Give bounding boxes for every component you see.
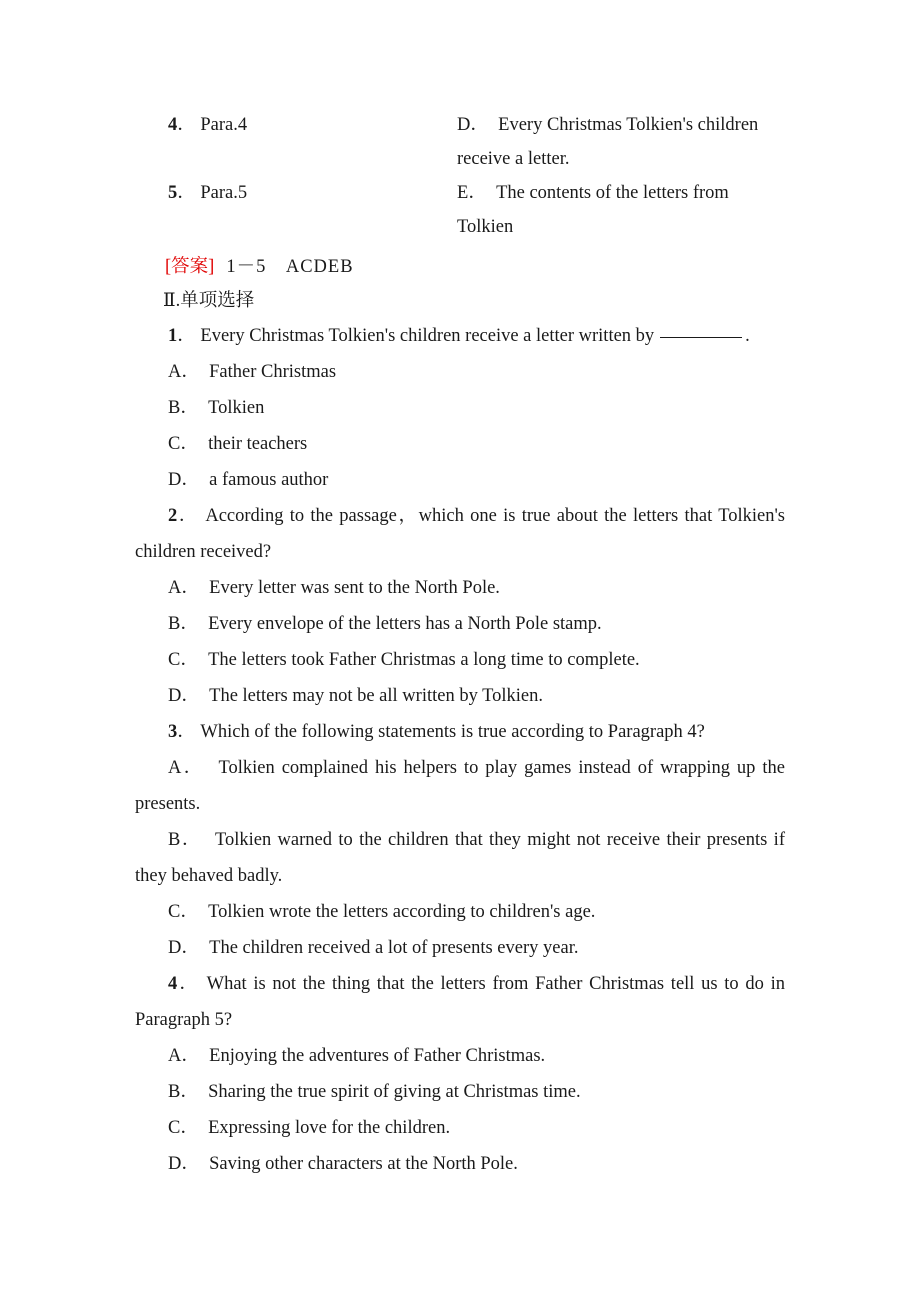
matching-right-text-continued: Tolkien [457,217,514,237]
option-text: Sharing the true spirit of giving at Christmas time. [208,1082,581,1102]
option-item[interactable] [135,930,785,966]
question-separator: ． [177,326,196,346]
option-separator: ． [181,470,200,490]
answer-blank[interactable] [660,337,742,338]
option-text: Tolkien [208,398,265,418]
question-stem [135,966,785,1038]
answer-tag: [答案] [165,257,215,277]
option-letter: B [168,830,181,850]
matching-right-letter: D [457,115,471,135]
option-item[interactable] [135,570,785,606]
option-separator: ． [180,398,199,418]
section-heading: Ⅱ.单项选择 [163,291,255,311]
option-letter: A [168,578,182,598]
option-text: Every envelope of the letters has a North Pole stamp. [208,614,602,634]
matching-left-separator: ． [177,115,196,135]
matching-left-item [168,108,448,142]
option-text: their teachers [208,434,308,454]
question-separator: ． [177,722,196,742]
question-separator: ． [177,974,200,994]
option-text: Every letter was sent to the North Pole. [209,578,500,598]
option-text: a famous author [209,470,329,490]
option-text: Tolkien complained his helpers to play games instead of wrapping up the presents. [135,758,785,814]
option-separator: ． [181,578,200,598]
answer-line [135,250,785,284]
option-separator: ． [181,758,205,778]
option-separator: ． [180,614,199,634]
option-item[interactable] [135,1146,785,1182]
option-separator: ． [181,686,200,706]
question-text: Every Christmas Tolkien's children receive a letter written by [200,326,655,346]
answer-body: 1－5 ACDEB [226,257,354,277]
option-letter: B [168,398,181,418]
option-item[interactable] [135,390,785,426]
option-letter: B [168,614,181,634]
option-text: Saving other characters at the North Pole. [209,1154,518,1174]
question-number: 1 [168,326,178,346]
document-content [135,108,785,1182]
matching-left-number: 4 [168,115,178,135]
option-text: The letters took Father Christmas a long time to complete. [208,650,640,670]
option-text: Expressing love for the children. [208,1118,451,1138]
matching-right-text-continued: receive a letter. [457,149,570,169]
option-item[interactable] [135,678,785,714]
option-item[interactable] [135,894,785,930]
option-separator: ． [180,1082,199,1102]
matching-left-number: 5 [168,183,178,203]
option-item[interactable] [135,1038,785,1074]
matching-right-separator: ． [468,183,487,203]
question-text: Which of the following statements is true according to Paragraph 4? [200,722,705,742]
option-separator: ． [181,1046,200,1066]
option-separator: ． [180,830,203,850]
option-text: Father Christmas [209,362,337,382]
option-letter: D [168,686,182,706]
option-separator: ． [180,1118,199,1138]
option-text: The children received a lot of presents every year. [209,938,579,958]
matching-row [135,176,785,244]
matching-row [135,108,785,176]
matching-left-text: Para.5 [200,183,248,203]
question-text: According to the passage，which one is true about the letters that Tolkien's children received? [135,506,785,562]
option-separator: ． [180,902,199,922]
matching-left-separator: ． [177,183,196,203]
option-separator: ． [181,938,200,958]
matching-left-item [168,176,448,210]
question-text: What is not the thing that the letters from Father Christmas tell us to do in Paragraph 5? [135,974,785,1030]
matching-left-text: Para.4 [200,115,248,135]
option-separator: ． [181,362,200,382]
option-separator: ． [180,434,199,454]
option-text: Enjoying the adventures of Father Christmas. [209,1046,546,1066]
option-item[interactable] [135,426,785,462]
option-letter: D [168,1154,182,1174]
question-text-tail: . [745,326,750,346]
question-stem [135,714,785,750]
option-letter: A [168,362,182,382]
option-separator: ． [180,650,199,670]
question-separator: ． [177,506,200,526]
question-stem [135,498,785,570]
question-stem [135,318,785,354]
matching-block [135,108,785,244]
option-letter: D [168,470,182,490]
question-number: 3 [168,722,178,742]
matching-right-item [457,176,787,244]
option-item[interactable] [135,606,785,642]
matching-right-letter: E [457,183,469,203]
option-item[interactable] [135,822,785,894]
option-letter: A [168,1046,182,1066]
option-letter: C [168,1118,181,1138]
option-item[interactable] [135,642,785,678]
matching-right-item [457,108,787,176]
option-text: Tolkien warned to the children that they might not receive their presents if they behaved badly. [135,830,785,886]
option-letter: C [168,650,181,670]
option-letter: B [168,1082,181,1102]
question-number: 2 [168,506,178,526]
matching-right-text: Every Christmas Tolkien's children [498,115,759,135]
option-separator: ． [181,1154,200,1174]
option-item[interactable] [135,1074,785,1110]
option-item[interactable] [135,1110,785,1146]
option-letter: D [168,938,182,958]
matching-right-separator: ． [470,115,489,135]
option-text: The letters may not be all written by Tolkien. [209,686,543,706]
question-number: 4 [168,974,178,994]
option-text: Tolkien wrote the letters according to children's age. [208,902,596,922]
option-letter: A [168,758,182,778]
option-letter: C [168,902,181,922]
option-item[interactable] [135,750,785,822]
option-item[interactable] [135,354,785,390]
matching-right-text: The contents of the letters from [496,183,729,203]
option-letter: C [168,434,181,454]
option-item[interactable] [135,462,785,498]
